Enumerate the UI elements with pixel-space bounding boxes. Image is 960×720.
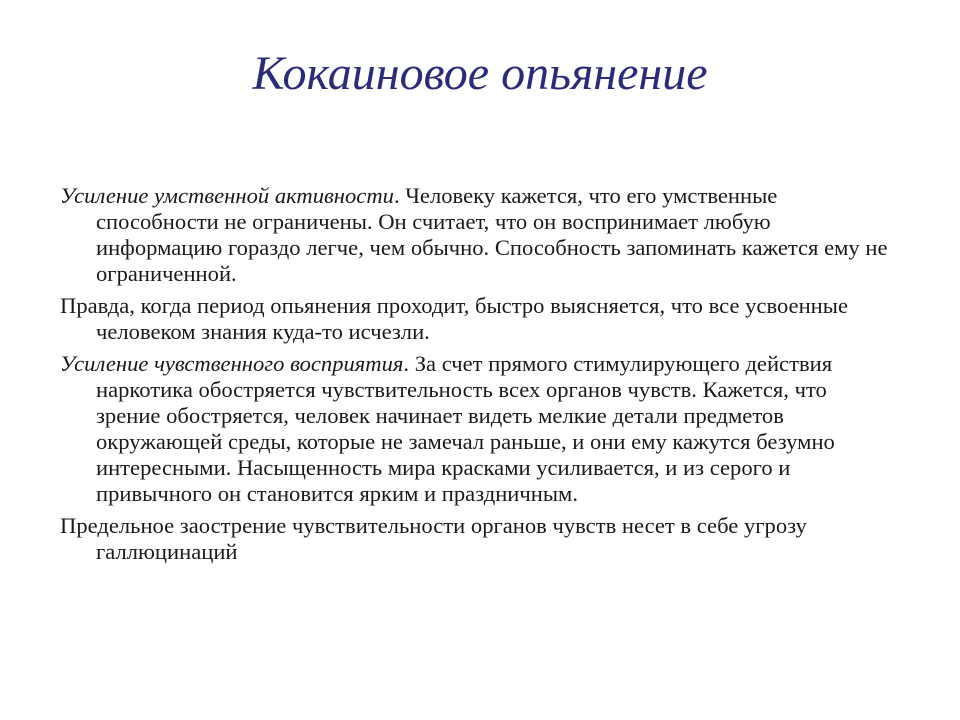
paragraph-knowledge-loss xyxy=(60,293,896,345)
paragraph-text: . За счет прямого стимулирующего действия наркотика обостряется чувствительность всех органов чувств. Кажется, что зрение обостряется, человек начинает видеть мелкие детали предметов окружающей среды, которые не замечал раньше, и они ему кажутся безумно интересными. Насыщенность мира красками усиливается, и из серого и привычного он становится ярким и праздничным. xyxy=(96,351,835,506)
paragraph-term: Усиление умственной активности xyxy=(60,183,394,208)
paragraph-text: . Человеку кажется, что его умственные способности не ограничены. Он считает, что он воспринимает любую информацию гораздо легче, чем обычно. Способность запоминать кажется ему не ограниченной. xyxy=(96,183,888,286)
slide-title: Кокаиновое опьянение xyxy=(252,47,708,100)
paragraph-text: Предельное заострение чувствительности органов чувств несет в себе угрозу галлюцинаций xyxy=(60,513,807,564)
paragraph-text: Правда, когда период опьянения проходит, быстро выясняется, что все усвоенные человеком знания куда-то исчезли. xyxy=(60,293,848,344)
paragraph-term: Усиление чувственного восприятия xyxy=(60,351,404,376)
slide-body xyxy=(60,183,896,571)
paragraph-sensory-perception xyxy=(60,351,896,507)
paragraph-hallucination-threat xyxy=(60,513,896,565)
paragraph-mental-activity xyxy=(60,183,896,287)
